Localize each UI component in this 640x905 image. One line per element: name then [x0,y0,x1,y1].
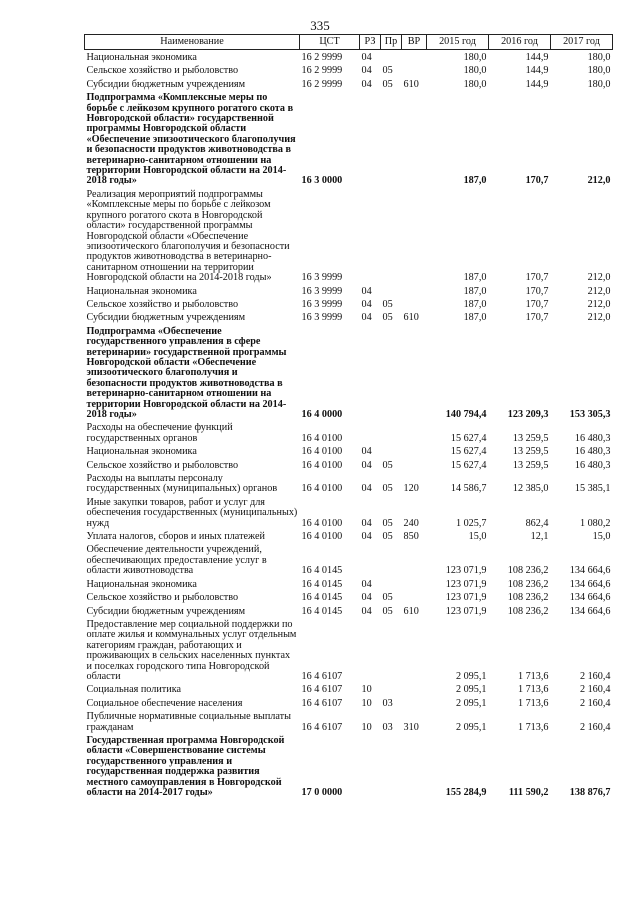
row-cst: 16 4 6107 [301,684,343,696]
row-rz: 04 [361,517,372,529]
row-vr [402,458,427,471]
row-vr [402,187,427,284]
row-value-2016: 1 713,6 [517,684,549,696]
row-name: Иные закупки товаров, работ и услуг для обеспечения государственных (муниципальных) нужд [86,496,298,529]
row-vr [402,420,427,444]
col-header-2015: 2015 год [427,35,489,50]
row-value-2016: 13 259,5 [512,459,549,471]
row-rz: 04 [361,285,372,297]
row-vr [402,50,427,64]
row-name: Субсидии бюджетным учреждениям [86,78,246,90]
row-value-2016: 170,7 [525,175,549,187]
row-value-2017: 212,0 [587,298,611,310]
table-row [85,733,613,798]
row-rz: 10 [361,721,372,733]
row-value-2017: 15 385,1 [574,483,611,495]
row-value-2017: 212,0 [587,285,611,297]
row-value-2016: 12,1 [530,531,549,543]
row-value-2017: 180,0 [587,65,611,77]
row-pr [381,187,402,284]
row-pr: 05 [382,531,393,543]
row-value-2016: 144,9 [525,65,549,77]
row-value-2017: 180,0 [587,52,611,63]
row-name: Уплата налогов, сборов и иных платежей [86,531,265,543]
table-row [85,310,613,323]
row-value-2016: 123 209,3 [507,409,549,420]
row-pr [381,284,402,297]
row-rz [360,542,381,576]
row-value-2016: 108 236,2 [507,605,549,617]
row-cst: 16 4 0145 [301,565,343,577]
row-cst: 16 4 0100 [301,483,343,495]
row-value-2015: 187,0 [463,272,487,284]
row-name: Сельское хозяйство и рыболовство [86,65,239,77]
row-vr [402,297,427,310]
row-vr: 610 [403,605,419,617]
row-value-2017: 153 305,3 [569,409,611,420]
table-row [85,495,613,529]
row-value-2015: 187,0 [463,285,487,297]
row-cst: 16 4 0145 [301,592,343,604]
table-row [85,617,613,682]
row-name: Социальное обеспечение населения [86,697,243,709]
row-name: Национальная экономика [86,285,197,297]
table-row [85,682,613,695]
row-value-2016: 108 236,2 [507,592,549,604]
row-name: Национальная экономика [86,52,197,63]
row-cst: 16 4 6107 [301,721,343,733]
row-name: Сельское хозяйство и рыболовство [86,298,239,310]
row-value-2017: 2 160,4 [579,670,611,682]
col-header-2017: 2017 год [551,35,613,50]
table-row [85,324,613,421]
row-pr: 03 [382,721,393,733]
row-name: Национальная экономика [86,578,197,590]
table-row [85,696,613,709]
row-rz [360,733,381,798]
row-vr [402,63,427,76]
row-name: Субсидии бюджетным учреждениям [86,312,246,324]
row-value-2015: 15 627,4 [450,446,487,458]
row-cst: 16 4 0100 [301,459,343,471]
table-row [85,50,613,64]
row-name: Подпрограмма «Обеспечение государственного управления в сфере ветеринарии» государственной программы Новгородской области «Обеспечение эпизоотического благополучия и безопасности продуктов животноводства в ветеринарно-санитарном отношении на территории Новгородской области на 2014-2018 годы» [86,325,287,420]
row-rz: 10 [361,684,372,696]
row-vr [402,696,427,709]
row-value-2017: 134 664,6 [569,578,611,590]
table-row [85,420,613,444]
row-pr: 05 [382,78,393,90]
table-row [85,297,613,310]
row-rz: 04 [361,312,372,324]
col-header-vr: ВР [402,35,427,50]
table-row [85,529,613,542]
row-vr [402,444,427,457]
row-value-2015: 15 627,4 [450,459,487,471]
row-pr [381,50,402,64]
table-row [85,471,613,495]
row-name: Сельское хозяйство и рыболовство [86,459,239,471]
row-cst: 16 3 9999 [301,312,343,324]
row-vr [402,733,427,798]
row-vr [402,284,427,297]
row-cst: 16 4 0100 [301,446,343,458]
row-value-2015: 2 095,1 [455,721,487,733]
row-cst: 16 4 0100 [301,531,343,543]
row-value-2016: 144,9 [525,52,549,63]
row-value-2017: 212,0 [587,272,611,284]
row-pr: 05 [382,459,393,471]
row-cst: 16 3 9999 [301,272,343,284]
row-value-2016: 1 713,6 [517,697,549,709]
row-cst: 16 2 9999 [301,65,343,77]
row-name: Публичные нормативные социальные выплаты гражданам [86,711,291,733]
row-vr [402,324,427,421]
row-value-2016: 111 590,2 [508,787,549,798]
table-row [85,458,613,471]
row-value-2016: 13 259,5 [512,446,549,458]
row-value-2017: 180,0 [587,78,611,90]
row-value-2015: 180,0 [463,78,487,90]
table-row [85,542,613,576]
table-row [85,709,613,733]
row-vr [402,590,427,603]
row-pr: 03 [382,697,393,709]
row-vr: 610 [403,78,419,90]
row-pr: 05 [382,592,393,604]
row-value-2016: 144,9 [525,78,549,90]
row-value-2017: 16 480,3 [574,446,611,458]
row-value-2017: 212,0 [587,312,611,324]
row-value-2017: 2 160,4 [579,697,611,709]
row-value-2015: 15 627,4 [450,432,487,444]
row-name: Расходы на обеспечение функций государственных органов [86,422,233,444]
row-value-2015: 180,0 [463,52,487,63]
col-header-name: Наименование [85,35,300,50]
row-rz: 04 [361,446,372,458]
col-header-pr: Пр [381,35,402,50]
row-rz: 04 [361,592,372,604]
page-number: 335 [310,18,330,33]
row-vr [402,90,427,187]
row-pr [381,577,402,590]
row-value-2015: 15,0 [468,531,487,543]
row-pr: 05 [382,312,393,324]
row-pr: 05 [382,65,393,77]
row-vr: 120 [403,483,419,495]
row-cst: 16 4 0145 [301,578,343,590]
budget-table [84,34,613,798]
row-value-2016: 170,7 [525,298,549,310]
table-row [85,604,613,617]
row-name: Предоставление мер социальной поддержки по оплате жилья и коммунальных услуг отдельным категориям граждан, работающих и проживающих в сельских населенных пунктах и поселках городского типа Новгородской области [86,618,297,682]
row-value-2017: 2 160,4 [579,721,611,733]
row-pr [381,682,402,695]
row-cst: 16 4 6107 [301,670,343,682]
row-pr [381,90,402,187]
row-name: Национальная экономика [86,446,197,458]
row-pr: 05 [382,298,393,310]
row-rz: 04 [361,605,372,617]
row-cst: 16 4 6107 [301,697,343,709]
row-rz: 04 [361,78,372,90]
row-rz: 04 [361,531,372,543]
row-value-2017: 2 160,4 [579,684,611,696]
row-name: Социальная политика [86,684,182,696]
row-value-2016: 862,4 [525,517,549,529]
row-value-2015: 2 095,1 [455,684,487,696]
row-rz: 04 [361,65,372,77]
row-value-2016: 12 385,0 [512,483,549,495]
row-cst: 16 4 0100 [301,432,343,444]
row-value-2016: 1 713,6 [517,721,549,733]
row-rz [360,90,381,187]
row-value-2016: 108 236,2 [507,578,549,590]
table-row [85,284,613,297]
row-name: Сельское хозяйство и рыболовство [86,592,239,604]
table-row [85,577,613,590]
row-value-2017: 134 664,6 [569,565,611,577]
row-cst: 16 3 9999 [301,285,343,297]
row-pr [381,617,402,682]
row-pr [381,733,402,798]
row-vr [402,617,427,682]
row-cst: 16 2 9999 [301,78,343,90]
table-row [85,77,613,90]
row-value-2017: 16 480,3 [574,459,611,471]
row-name: Обеспечение деятельности учреждений, обеспечивающих предоставление услуг в области животноводства [86,544,267,577]
table-row [85,90,613,187]
row-value-2015: 187,0 [463,298,487,310]
row-pr: 05 [382,517,393,529]
row-vr: 240 [403,517,419,529]
row-name: Реализация мероприятий подпрограммы «Комплексные меры по борьбе с лейкозом крупного рогатого скота в Новгородской области» государственной программы Новгородской области «Обеспечение эпизоотического благополучия и безопасности продуктов животноводства в ветеринарно-санитарном отношении на территории Новгородской области на 2014-2018 годы» [86,188,290,284]
row-pr [381,420,402,444]
row-value-2017: 138 876,7 [569,787,611,798]
table-row [85,590,613,603]
row-value-2017: 134 664,6 [569,592,611,604]
row-rz [360,187,381,284]
row-value-2015: 1 025,7 [455,517,487,529]
row-value-2015: 2 095,1 [455,670,487,682]
row-pr [381,542,402,576]
row-vr: 610 [403,312,419,324]
row-rz: 04 [361,298,372,310]
row-value-2016: 170,7 [525,285,549,297]
row-name: Расходы на выплаты персоналу государственных (муниципальных) органов [86,473,278,495]
table-body [85,50,613,799]
row-cst: 16 4 0000 [301,409,343,420]
row-name: Субсидии бюджетным учреждениям [86,605,246,617]
row-vr [402,577,427,590]
row-rz [360,420,381,444]
row-value-2017: 16 480,3 [574,432,611,444]
row-cst: 16 4 0145 [301,605,343,617]
row-value-2016: 108 236,2 [507,565,549,577]
row-rz [360,617,381,682]
row-value-2015: 123 071,9 [445,592,487,604]
row-value-2017: 15,0 [592,531,611,543]
row-cst: 16 2 9999 [301,52,343,63]
table-header-row [85,35,613,50]
row-value-2015: 155 284,9 [445,787,487,798]
row-cst: 16 4 0100 [301,517,343,529]
col-header-rz: РЗ [360,35,381,50]
row-pr [381,444,402,457]
row-rz: 04 [361,483,372,495]
table-row [85,187,613,284]
row-name: Государственная программа Новгородской области «Совершенствование системы государственного управления и государственная поддержка развития местного самоуправления в Новгородской области на 2014-2017 годы» [86,734,285,798]
row-value-2017: 1 080,2 [579,517,611,529]
row-value-2015: 180,0 [463,65,487,77]
row-pr [381,324,402,421]
row-value-2015: 123 071,9 [445,605,487,617]
table-row [85,63,613,76]
table-row [85,444,613,457]
row-value-2015: 14 586,7 [450,483,487,495]
row-pr: 05 [382,605,393,617]
row-rz [360,324,381,421]
row-vr: 310 [403,721,419,733]
row-value-2015: 187,0 [463,312,487,324]
row-pr: 05 [382,483,393,495]
row-value-2015: 123 071,9 [445,565,487,577]
row-vr: 850 [403,531,419,543]
row-value-2015: 187,0 [463,175,487,187]
row-name: Подпрограмма «Комплексные меры по борьбе с лейкозом крупного рогатого скота в Новгородской области» государственной программы Новгородской области «Обеспечение эпизоотического благополучия и безопасности продуктов животноводства в ветеринарно-санитарном отношении на территории Новгородской области на 2014-2018 годы» [86,92,296,187]
row-cst: 17 0 0000 [301,787,343,798]
row-rz: 04 [361,578,372,590]
row-rz: 04 [361,52,372,63]
row-value-2016: 170,7 [525,272,549,284]
row-vr [402,542,427,576]
row-cst: 16 3 9999 [301,298,343,310]
row-rz: 04 [361,459,372,471]
row-value-2015: 123 071,9 [445,578,487,590]
row-value-2017: 134 664,6 [569,605,611,617]
row-value-2015: 2 095,1 [455,697,487,709]
col-header-2016: 2016 год [489,35,551,50]
row-vr [402,682,427,695]
col-header-cst: ЦСТ [300,35,360,50]
row-rz: 10 [361,697,372,709]
row-value-2016: 13 259,5 [512,432,549,444]
row-value-2017: 212,0 [587,175,611,187]
row-value-2016: 1 713,6 [517,670,549,682]
row-cst: 16 3 0000 [301,175,343,187]
row-value-2016: 170,7 [525,312,549,324]
row-value-2015: 140 794,4 [445,409,487,420]
